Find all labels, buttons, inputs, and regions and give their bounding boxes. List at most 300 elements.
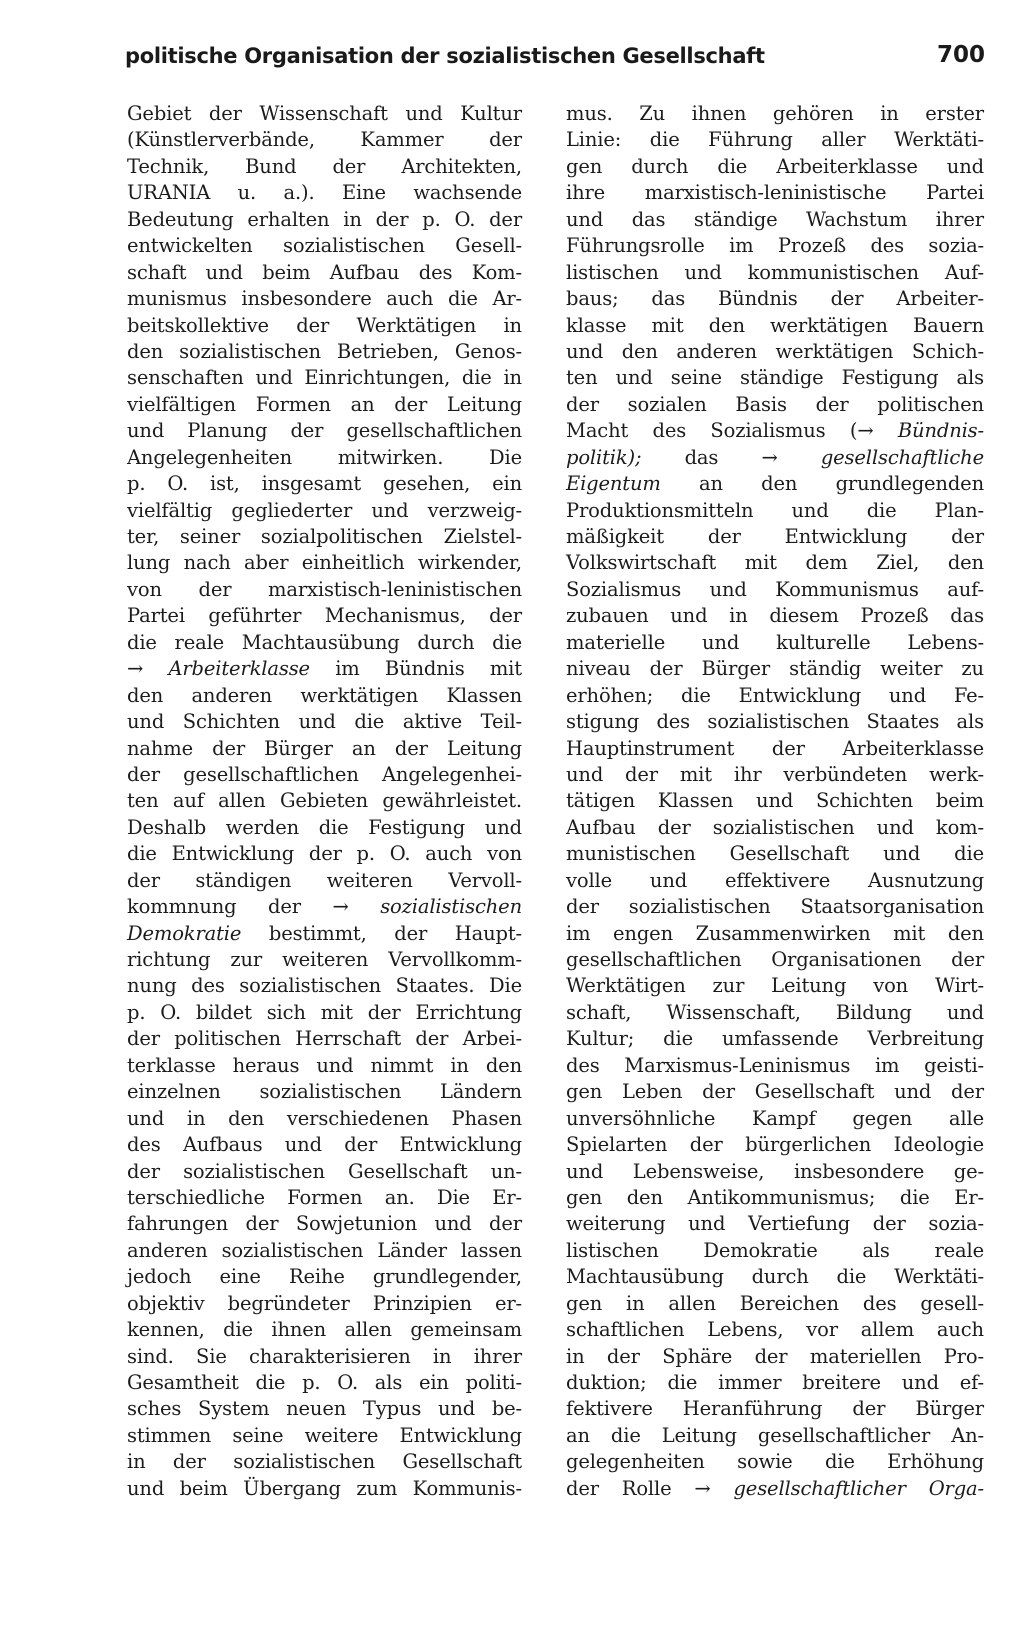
text-word: terklasse	[127, 1053, 216, 1077]
text-word: Kommunismus	[775, 577, 919, 601]
text-word: zubauen	[566, 604, 649, 628]
text-word: Planung	[187, 419, 268, 443]
text-word: Produktionsmitteln	[566, 498, 754, 522]
text-word: Ar-	[492, 287, 522, 311]
text-column-right	[566, 101, 984, 1502]
text-word: Kommunis-	[412, 1476, 522, 1500]
text-word: gesehen,	[382, 472, 471, 496]
text-line	[127, 656, 522, 682]
text-word: dem	[805, 551, 848, 575]
text-word: die	[667, 1371, 698, 1394]
text-word: Auf-	[944, 260, 984, 284]
text-word: der	[375, 207, 409, 231]
text-word: Lebens,	[707, 1318, 784, 1342]
text-word: die	[610, 1423, 641, 1447]
text-line	[566, 656, 984, 682]
text-word: nimmt	[370, 1053, 434, 1077]
text-line	[566, 101, 984, 127]
text-word: be-	[491, 1397, 522, 1421]
text-line	[566, 841, 984, 867]
text-line	[127, 101, 522, 127]
text-word: tätigen	[566, 789, 636, 813]
text-word: Leitung	[661, 1423, 737, 1447]
text-word: der	[394, 736, 428, 760]
text-word: kommnung	[127, 895, 237, 919]
text-word: Antikommunismus;	[687, 1185, 876, 1209]
text-word: mit	[893, 921, 926, 945]
text-word: Betrieben,	[336, 339, 439, 363]
text-word: Werktäti-	[894, 1265, 984, 1289]
text-word: das	[684, 445, 719, 469]
text-line	[127, 973, 522, 999]
text-word: Gesellschaft	[729, 842, 850, 866]
text-word: an	[566, 1423, 590, 1447]
text-word: kom-	[935, 815, 984, 839]
text-line	[127, 762, 522, 788]
text-word: der	[951, 525, 984, 548]
text-word: sozialistischen	[380, 895, 522, 919]
text-word: die	[824, 1450, 855, 1474]
text-word: erster	[925, 102, 984, 125]
text-word: den	[228, 1106, 265, 1130]
text-word: bildet	[195, 1000, 252, 1024]
text-line	[127, 1264, 522, 1290]
text-line	[566, 1370, 984, 1396]
text-word: p.	[302, 1371, 321, 1394]
text-word: Macht	[566, 419, 629, 443]
text-line	[127, 1000, 522, 1026]
text-word: ter,	[127, 525, 160, 548]
text-word: niveau	[566, 657, 631, 681]
text-line	[566, 1211, 984, 1237]
text-line	[127, 1238, 522, 1264]
text-word: sind.	[127, 1344, 174, 1368]
text-word: einzelnen	[127, 1080, 221, 1104]
text-word: und	[946, 154, 984, 178]
text-word: Entwicklung	[738, 683, 862, 707]
text-word: Demokratie	[703, 1238, 818, 1262]
text-word: von	[487, 842, 522, 866]
text-word: ein	[418, 1371, 449, 1394]
text-word: als	[862, 1238, 890, 1262]
text-word: Organisationen	[771, 948, 922, 971]
text-word: wirkender,	[417, 551, 522, 575]
text-word: mit	[489, 657, 522, 681]
text-word: und	[883, 842, 921, 866]
text-word: charakterisieren	[249, 1344, 411, 1368]
text-line	[127, 630, 522, 656]
text-word: weiteren	[282, 948, 369, 971]
text-word: begründeter	[227, 1291, 350, 1315]
text-line	[566, 233, 984, 259]
text-line	[127, 392, 522, 418]
text-word: ein	[492, 472, 522, 496]
text-word: Bündnis	[384, 657, 465, 681]
text-word: O.	[337, 1371, 358, 1394]
text-word: Bauern	[912, 313, 984, 337]
text-word: den	[127, 683, 164, 707]
text-word: mäßigkeit	[566, 525, 664, 548]
text-word: und	[434, 1212, 472, 1236]
text-line	[566, 1396, 984, 1422]
text-word: Spielarten	[566, 1133, 668, 1157]
text-word: Teil-	[480, 710, 522, 734]
text-word: ihnen	[271, 1318, 327, 1342]
text-line	[127, 471, 522, 497]
text-line	[566, 894, 984, 920]
text-word: Entwicklung	[171, 842, 295, 866]
text-line	[127, 921, 522, 947]
text-word: Schich-	[911, 339, 984, 363]
text-word: der	[127, 868, 160, 892]
text-word: werktätigen	[769, 313, 888, 337]
text-word: die	[492, 630, 522, 654]
text-word: die	[255, 1371, 286, 1394]
text-word: sozialistischen	[259, 1080, 402, 1104]
text-line	[566, 1344, 984, 1370]
cross-reference-arrow: →	[127, 657, 144, 681]
text-word: Zielstel-	[443, 525, 522, 548]
text-line	[566, 868, 984, 894]
text-line	[566, 339, 984, 365]
text-line	[566, 260, 984, 286]
text-word: eine	[219, 1265, 261, 1289]
text-word: jedoch	[127, 1265, 192, 1289]
text-word: gemeinsam	[410, 1318, 522, 1342]
text-word: O.	[160, 1000, 182, 1024]
text-line	[127, 815, 522, 841]
text-word: anderen	[676, 339, 757, 363]
text-word: Sozialismus	[566, 577, 682, 601]
text-line	[127, 286, 522, 312]
text-word: Pro-	[943, 1344, 984, 1368]
text-word: unversöhnliche	[566, 1106, 716, 1130]
text-word: ihnen	[691, 102, 747, 125]
text-word: gesellschaftlichen	[566, 948, 742, 971]
text-line	[127, 1317, 522, 1343]
text-line	[566, 577, 984, 603]
text-line	[566, 392, 984, 418]
text-word: Bereichen	[739, 1291, 839, 1315]
text-word: Werktätigen	[566, 974, 686, 998]
text-word: beim	[262, 260, 311, 284]
text-word: Ziel,	[876, 551, 920, 575]
page-number: 700	[936, 42, 985, 68]
text-line	[127, 577, 522, 603]
text-word: mit	[679, 762, 712, 786]
text-word: Leben	[621, 1080, 683, 1104]
text-word: Arbeiterklasse	[776, 154, 918, 178]
text-word: mit	[320, 1000, 353, 1024]
text-line	[127, 894, 522, 920]
text-word: ihrer	[935, 207, 984, 231]
text-word: und	[566, 762, 604, 786]
text-word: gen	[566, 1185, 603, 1209]
text-word: Klassen	[657, 789, 734, 813]
text-word: umfassende	[721, 1027, 839, 1051]
text-word: Technik,	[127, 154, 210, 178]
text-word: gelegenheiten	[566, 1450, 705, 1474]
text-word: lassen	[460, 1238, 522, 1262]
text-line	[566, 947, 984, 973]
text-word: die	[318, 815, 349, 839]
text-word: und	[371, 498, 409, 522]
text-word: werk-	[929, 762, 984, 786]
text-word: u.	[237, 181, 257, 205]
text-line	[566, 630, 984, 656]
text-word: Entwicklung	[399, 1133, 522, 1157]
text-word: Mechanismus,	[324, 604, 466, 628]
text-line	[566, 1053, 984, 1079]
text-word: Linie:	[566, 128, 622, 152]
text-word: wachsende	[413, 181, 522, 205]
text-word: sozia-	[928, 234, 984, 258]
text-word: System	[198, 1397, 270, 1421]
text-line	[566, 286, 984, 312]
text-word: ständige	[739, 366, 824, 390]
text-word: lung	[127, 551, 171, 575]
text-word: Werktäti-	[894, 128, 984, 152]
text-line	[127, 154, 522, 180]
text-word: weitere	[304, 1423, 379, 1447]
text-word: insgesamt	[261, 472, 362, 496]
text-line	[566, 815, 984, 841]
text-word: der	[290, 419, 324, 443]
text-word: der	[689, 1133, 723, 1157]
text-word: sozialistischen	[283, 234, 425, 258]
text-word: und	[284, 1133, 322, 1157]
text-line	[127, 683, 522, 709]
text-word: zur	[230, 948, 263, 971]
text-word: ihr	[733, 762, 762, 786]
text-word: seine	[670, 366, 722, 390]
text-word: beim	[935, 789, 984, 813]
text-word: aktive	[402, 710, 462, 734]
text-word: politik);	[566, 445, 642, 469]
text-word: gesellschaftlichen	[346, 419, 522, 443]
text-word: der	[332, 154, 366, 178]
text-word: Kultur	[460, 102, 522, 125]
text-word: Prozeß	[777, 234, 847, 258]
text-word: die	[681, 683, 711, 707]
text-word: sozia-	[928, 1212, 984, 1236]
text-word: und	[255, 366, 293, 390]
text-word: der	[344, 1133, 378, 1157]
text-line	[127, 127, 522, 153]
text-line	[566, 1291, 984, 1317]
text-word: neuen	[286, 1397, 347, 1421]
text-line	[127, 1423, 522, 1449]
text-word: ihre	[566, 181, 606, 205]
text-word: p.	[127, 472, 146, 496]
text-word: Formen	[287, 1185, 363, 1209]
text-line	[566, 445, 984, 471]
text-word: Staates	[866, 710, 940, 734]
text-word: die	[447, 287, 478, 311]
text-word: diesem	[769, 604, 839, 628]
text-word: mit	[744, 551, 777, 575]
text-word: immer	[718, 1371, 782, 1394]
text-word: Errichtung	[415, 1000, 522, 1024]
text-word: und	[566, 339, 604, 363]
text-word: weiter	[880, 657, 943, 681]
text-word: Die	[489, 974, 522, 998]
text-word: der	[394, 921, 428, 945]
text-line	[566, 1317, 984, 1343]
text-word: sozialistischen	[712, 815, 855, 839]
text-word: in	[503, 366, 522, 390]
text-line	[127, 1211, 522, 1237]
text-word: munistischen	[566, 842, 696, 866]
text-word: in	[127, 1450, 146, 1474]
text-word: Demokratie	[127, 921, 242, 945]
text-word: stimmen	[127, 1423, 212, 1447]
text-word: der	[394, 392, 428, 416]
text-word: in	[432, 1344, 452, 1368]
text-word: der	[212, 736, 246, 760]
text-word: Staates.	[395, 974, 475, 998]
text-word: Ländern	[439, 1080, 522, 1104]
text-word: gen	[566, 1291, 603, 1315]
text-word: den	[708, 313, 745, 337]
text-line	[127, 1291, 522, 1317]
text-word: geführter	[208, 604, 302, 628]
text-word: listischen	[566, 1238, 659, 1262]
text-word: Zu	[639, 102, 666, 125]
text-word: sowie	[737, 1450, 793, 1474]
text-word: Gesellschaft	[402, 1450, 522, 1474]
text-word: objektiv	[127, 1291, 205, 1315]
text-word: sches	[127, 1397, 182, 1421]
text-word: und	[437, 1397, 476, 1421]
text-word: allen	[668, 1291, 716, 1315]
text-word: verschiedenen	[286, 1106, 429, 1130]
text-word: p.	[422, 207, 441, 231]
text-word: Genos-	[454, 339, 522, 363]
text-word: des	[870, 234, 905, 258]
text-word: gesellschaftlicher	[733, 1476, 906, 1500]
text-word: Führung	[708, 128, 793, 152]
text-word: das	[631, 207, 666, 231]
text-line	[566, 1000, 984, 1026]
text-word: kennen,	[127, 1318, 205, 1342]
text-word: sozialistischen	[628, 895, 771, 919]
text-word: Herrschaft	[295, 1027, 402, 1051]
text-word: des	[566, 1053, 600, 1077]
text-column-left	[127, 101, 522, 1502]
text-word: Wissenschaft	[259, 102, 388, 125]
text-line	[127, 1449, 522, 1475]
text-line	[127, 339, 522, 365]
text-word: und	[405, 102, 443, 125]
text-word: im	[729, 234, 754, 258]
text-word: (Künstlerverbände,	[127, 128, 315, 152]
text-word: durch	[631, 154, 689, 178]
text-word: und	[876, 815, 914, 839]
text-word: Volkswirtschaft	[566, 551, 717, 575]
text-line	[127, 1053, 522, 1079]
text-line	[566, 1423, 984, 1449]
text-line	[127, 1476, 522, 1502]
cross-reference-arrow: →	[761, 445, 778, 469]
text-word: die	[461, 366, 492, 390]
text-line	[127, 550, 522, 576]
text-word: Schichten	[182, 710, 280, 734]
text-word: Bürger	[915, 1397, 984, 1421]
text-word: kulturelle	[776, 630, 871, 654]
text-word: O.	[454, 207, 476, 231]
text-word: grundlegender,	[372, 1265, 522, 1289]
text-word: schaft,	[566, 1000, 632, 1024]
text-word: Die	[489, 445, 522, 469]
text-word: gewährleistet.	[382, 789, 522, 813]
text-word: Gesamtheit	[127, 1371, 239, 1394]
text-word: der	[127, 1027, 160, 1051]
text-word: Arbeiterklasse	[168, 657, 310, 681]
text-word: schaftlichen	[566, 1318, 685, 1342]
text-word: allem	[860, 1318, 915, 1342]
text-line	[127, 524, 522, 550]
text-word: grundlegenden	[835, 472, 984, 496]
text-word: Formen	[255, 392, 331, 416]
text-word: anderen	[191, 683, 273, 707]
text-word: Aufbau	[329, 260, 400, 284]
text-word: Bürger	[264, 736, 333, 760]
text-word: und	[888, 683, 927, 707]
text-word: und	[709, 577, 747, 601]
text-word: Deshalb	[127, 815, 207, 839]
text-word: Werktätigen	[356, 313, 477, 337]
text-word: sozialistischen	[183, 1159, 325, 1183]
text-word: Festigung	[368, 815, 466, 839]
text-word: Plan-	[934, 498, 984, 522]
text-word: Lebens-	[907, 630, 984, 654]
text-word: und	[791, 498, 829, 522]
text-word: und	[127, 710, 165, 734]
text-word: Leitung	[771, 974, 847, 998]
text-word: listischen	[566, 260, 659, 284]
text-word: Angelegenhei-	[382, 762, 522, 786]
text-word: engen	[613, 921, 673, 945]
text-word: der	[245, 1212, 279, 1236]
text-word: ef-	[959, 1371, 984, 1394]
text-word: (→	[849, 419, 874, 443]
text-word: allen	[344, 1318, 392, 1342]
text-word: Er-	[492, 1185, 522, 1209]
text-word: die	[649, 128, 680, 152]
text-word: sozialen	[627, 392, 707, 416]
text-word: Fe-	[953, 683, 984, 707]
text-word: in	[450, 1053, 469, 1077]
text-word: der	[367, 1000, 401, 1024]
text-word: stigung	[566, 710, 640, 734]
text-word: die	[354, 710, 385, 734]
text-word: in	[503, 313, 522, 337]
text-word: allen	[218, 789, 266, 813]
text-word: geisti-	[924, 1053, 984, 1077]
text-word: Gebiet	[127, 102, 192, 125]
text-word: Wachstum	[806, 207, 908, 231]
text-word: Einrichtungen,	[304, 366, 451, 390]
text-word: nahme	[127, 736, 194, 760]
text-word: weiterung	[566, 1212, 666, 1236]
text-word: der	[208, 102, 242, 125]
text-word: Arbei-	[462, 1027, 522, 1051]
text-word: des	[656, 710, 691, 734]
text-line	[127, 1026, 522, 1052]
text-word: Typus	[362, 1397, 422, 1421]
text-word: Vervoll-	[448, 868, 522, 892]
